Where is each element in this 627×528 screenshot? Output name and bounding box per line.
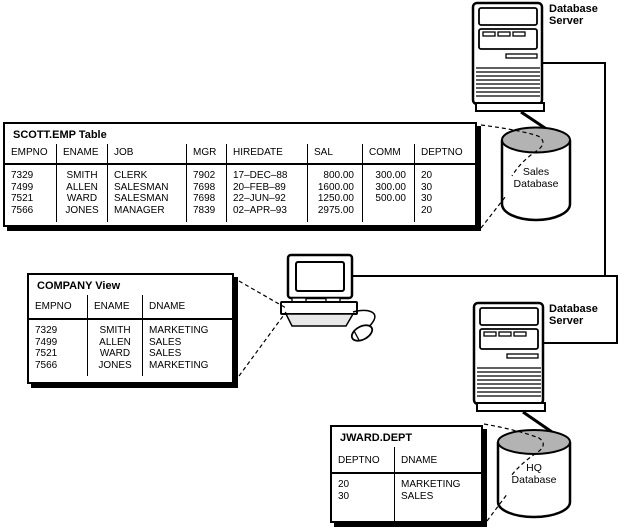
table-cell: SALESMAN	[108, 182, 187, 194]
column-spacer	[395, 502, 481, 521]
table-cell: 30	[332, 491, 395, 503]
column-spacer	[143, 371, 232, 376]
database-server-bottom-label: Database Server	[549, 303, 598, 327]
column-header: SAL	[308, 144, 363, 165]
table-cell: 7499	[29, 337, 88, 349]
table-cell: 300.00	[363, 182, 415, 194]
table-cell: SMITH	[88, 320, 143, 337]
table-cell: 17–DEC–88	[227, 165, 308, 182]
column-header: COMM	[363, 144, 415, 165]
table-cell: 300.00	[363, 165, 415, 182]
table-title: SCOTT.EMP Table	[13, 129, 107, 141]
table-cell: 7566	[29, 360, 88, 372]
column-spacer	[5, 216, 57, 222]
scott-emp-table	[3, 122, 477, 227]
table-cell: ALLEN	[88, 337, 143, 349]
table-cell: 7499	[5, 182, 57, 194]
table-cell: 7566	[5, 205, 57, 217]
table-cell: SALES	[401, 490, 434, 502]
table-cell: SALES	[149, 336, 182, 348]
column-header: JOB	[108, 144, 187, 165]
table-cell: MANAGER	[108, 205, 187, 217]
table-cell: 800.00	[308, 165, 363, 182]
table-cell: SALESMAN	[108, 193, 187, 205]
bottom-server-to-hq-connector	[523, 412, 552, 432]
column-header: EMPNO	[5, 144, 57, 165]
table-cell: SMITH	[57, 165, 108, 182]
column-header: DNAME	[143, 295, 232, 320]
table-grid	[29, 295, 232, 376]
table-cell: MARKETING	[149, 359, 209, 371]
database-server-top-label: Database Server	[549, 3, 598, 27]
table-title: JWARD.DEPT	[340, 432, 413, 444]
table-cell: 7698	[187, 182, 227, 194]
table-cell: JONES	[57, 205, 108, 217]
column-header: MGR	[187, 144, 227, 165]
column-header: HIREDATE	[227, 144, 308, 165]
sales-database-label: Sales Database	[513, 166, 559, 190]
dashed-link-company-view-to-workstation-bottom	[239, 312, 286, 376]
table-cell: WARD	[57, 193, 108, 205]
table-cell: 1250.00	[308, 193, 363, 205]
table-cell: 20	[421, 204, 433, 216]
database-server-bottom-icon	[474, 303, 545, 411]
column-spacer	[332, 502, 395, 521]
keyboard-icon	[286, 314, 353, 326]
table-cell: ALLEN	[57, 182, 108, 194]
column-spacer	[227, 216, 308, 222]
column-spacer	[88, 371, 143, 376]
column-header: EMPNO	[29, 295, 88, 320]
column-spacer	[415, 216, 475, 222]
table-cell: MARKETING	[149, 325, 209, 336]
database-server-top-icon	[473, 3, 544, 111]
system-unit-icon	[281, 302, 357, 314]
table-cell: 20	[421, 170, 433, 181]
table-cell: 7329	[5, 165, 57, 182]
company-view-table	[27, 273, 234, 384]
column-header: DEPTNO	[415, 144, 475, 165]
table-cell: 30	[421, 181, 433, 193]
table-cell: 7521	[29, 348, 88, 360]
table-cell: 7902	[187, 165, 227, 182]
hq-database-label: HQ Database	[511, 462, 557, 486]
column-spacer	[308, 216, 363, 222]
jward-dept-table	[330, 425, 483, 523]
table-title: COMPANY View	[37, 280, 121, 292]
column-spacer	[187, 216, 227, 222]
table-cell: 7521	[5, 193, 57, 205]
table-grid	[332, 447, 481, 521]
table-cell: WARD	[88, 348, 143, 360]
table-grid	[5, 144, 475, 222]
monitor-screen-icon	[296, 262, 344, 291]
table-cell: 22–JUN–92	[227, 193, 308, 205]
table-cell: 2975.00	[308, 205, 363, 217]
table-cell: 1600.00	[308, 182, 363, 194]
column-spacer	[57, 216, 108, 222]
table-cell: SALES	[149, 348, 182, 359]
column-header: DNAME	[395, 447, 481, 474]
column-spacer	[29, 371, 88, 376]
column-header: DEPTNO	[332, 447, 395, 474]
dashed-link-company-view-to-workstation-top	[239, 281, 286, 308]
table-cell	[363, 205, 415, 217]
table-cell: 7698	[187, 193, 227, 205]
table-cell: 20–FEB–89	[227, 182, 308, 194]
column-header: ENAME	[88, 295, 143, 320]
table-cell: 02–APR–93	[227, 205, 308, 217]
column-spacer	[363, 216, 415, 222]
table-cell: 7839	[187, 205, 227, 217]
table-cell: CLERK	[108, 165, 187, 182]
column-header: ENAME	[57, 144, 108, 165]
table-cell: JONES	[88, 360, 143, 372]
table-cell: 500.00	[363, 193, 415, 205]
column-spacer	[108, 216, 187, 222]
table-cell: 30	[421, 193, 433, 204]
table-cell: MARKETING	[401, 479, 461, 490]
table-cell: 20	[332, 474, 395, 491]
table-cell: 7329	[29, 320, 88, 337]
workstation-icon	[281, 255, 375, 344]
